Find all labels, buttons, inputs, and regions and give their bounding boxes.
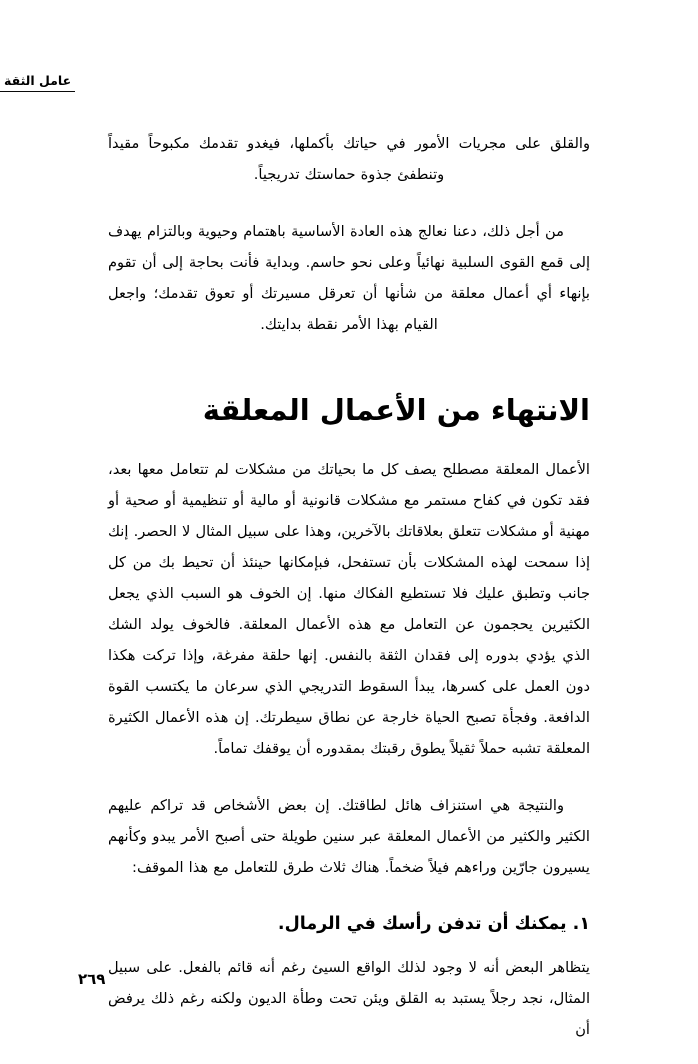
paragraph-pending-work-definition: الأعمال المعلقة مصطلح يصف كل ما بحياتك من مشكلات لم تتعامل معها بعد، فقد تكون في كفاح مستمر مع مشكلات قانونية أو مالية أو تنظيمية أو صحية أو مهنية أو مشكلات تتعلق بعلاقاتك بالآخرين، وهذا على سبيل المثال لا الحصر. إنك إذا سمحت لهذه المشكلات بأن تستفحل، فبإمكانها حينئذ أن تحيط بك من كل جانب وتطبق عليك فلا تستطيع الفكاك منها. إن الخوف هو السبب الذي يجعل الكثيرين يحجمون عن التعامل مع هذه الأعمال المعلقة. فالخوف يولد الشك الذي يؤدي بدوره إلى فقدان الثقة بالنفس. إنها حلقة مفرغة، وإذا تركت هكذا دون العمل على كسرها، يبدأ السقوط التدريجي الذي سرعان ما يكتسب القوة الدافعة. وفجأة تصبح الحياة خارجة عن نطاق سيطرتك. إن هذه الأعمال الكثيرة المعلقة تشبه حملاً ثقيلاً يطوق رقبتك بمقدوره أن يوقفك تماماً. bbox=[108, 461, 590, 758]
page-number: ٢٦٩ bbox=[78, 970, 106, 988]
running-header bbox=[0, 70, 590, 92]
running-header-text: عامل الثقة bbox=[4, 73, 72, 88]
paragraph-head-in-sand: يتظاهر البعض أنه لا وجود لذلك الواقع السيئ رغم أنه قائم بالفعل. على سبيل المثال، نجد رجلاً يستبد به القلق ويئن تحت وطأة الديون ولكنه رغم ذلك يرفض أن bbox=[108, 959, 590, 1038]
paragraph-purpose: من أجل ذلك، دعنا نعالج هذه العادة الأساسية باهتمام وحيوية وبالتزام يهدف إلى قمع القوى السلبية نهائياً وعلى نحو حاسم. وبداية فأنت بحاجة إلى أن تقوم بإنهاء أي أعمال معلقة من شأنها أن تعرقل مسيرتك أو تعوق تقدمك؛ واجعل القيام بهذا الأمر نقطة بدايتك. bbox=[108, 223, 590, 333]
running-header-rule bbox=[0, 70, 75, 92]
paragraph-continuation: والقلق على مجريات الأمور في حياتك بأكملها، فيغدو تقدمك مكبوحاً مقيداً وتنطفئ جذوة حماستك تدريجياً. bbox=[108, 135, 590, 183]
text-column bbox=[108, 128, 590, 1045]
chapter-title: الانتهاء من الأعمال المعلقة bbox=[202, 393, 590, 427]
paragraph-result-energy-drain: والنتيجة هي استنزاف هائل لطاقتك. إن بعض الأشخاص قد تراكم عليهم الكثير والكثير من الأعمال المعلقة عبر سنين طويلة حتى أصبح الأمر يبدو وكأنهم يسيرون جارّين وراءهم فيلاً ضخماً. هناك ثلاث طرق للتعامل مع هذا الموقف: bbox=[108, 797, 590, 877]
sub-heading-option-one: ١. يمكنك أن تدفن رأسك في الرمال. bbox=[277, 914, 590, 935]
